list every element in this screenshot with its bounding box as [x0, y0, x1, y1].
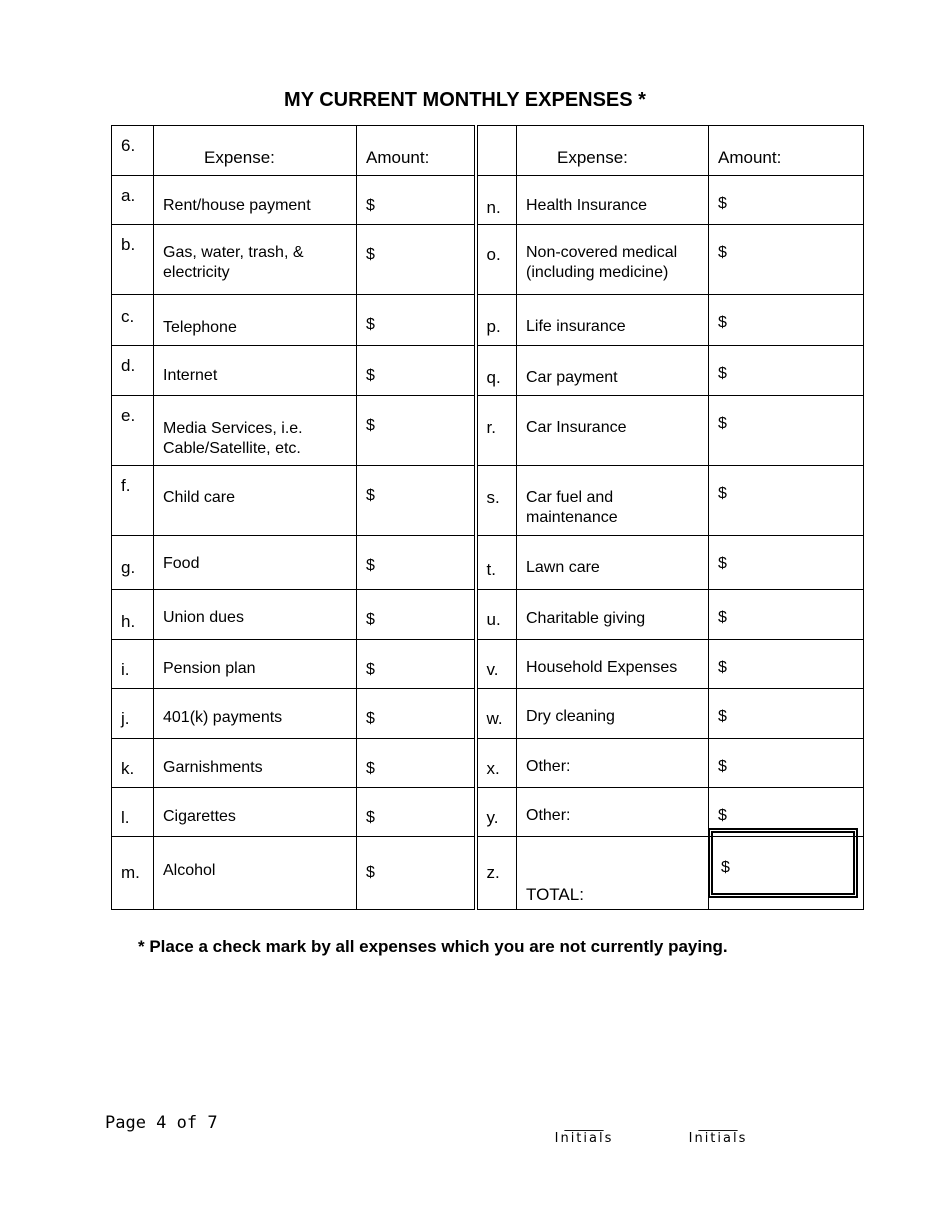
row-letter-cell	[112, 837, 154, 910]
row-letter-cell	[476, 739, 517, 788]
amount-field[interactable]	[357, 640, 476, 689]
amount-dollar: $	[718, 485, 727, 502]
row-letter: p.	[486, 317, 501, 336]
expense-label: TOTAL:	[526, 885, 584, 904]
expense-label: Gas, water, trash, & electricity	[163, 244, 304, 281]
row-letter: y.	[486, 808, 499, 827]
amount-dollar: $	[366, 487, 375, 504]
row-letter-cell	[112, 295, 154, 346]
expense-label-cell	[154, 788, 357, 837]
total-amount-field[interactable]	[708, 828, 858, 898]
expense-label: Lawn care	[526, 559, 600, 576]
amount-dollar: $	[366, 661, 375, 678]
row-letter: v.	[486, 660, 499, 679]
row-letter: m.	[121, 863, 140, 882]
row-letter: t.	[486, 560, 496, 579]
amount-field[interactable]	[709, 396, 864, 466]
expense-label-cell	[154, 396, 357, 466]
expense-label-cell	[154, 466, 357, 536]
table-row	[112, 739, 864, 788]
initials-line: ______	[564, 1117, 604, 1132]
expense-label-cell	[517, 295, 709, 346]
table-row	[112, 295, 864, 346]
expense-label: Rent/house payment	[163, 197, 311, 214]
page-number	[105, 1113, 218, 1133]
table-row	[112, 466, 864, 536]
amount-field[interactable]	[709, 466, 864, 536]
row-letter: x.	[486, 759, 500, 778]
row-letter-cell	[476, 689, 517, 739]
row-letter-cell	[112, 590, 154, 640]
expense-label-cell	[154, 689, 357, 739]
row-letter: f.	[121, 476, 131, 495]
amount-field[interactable]	[709, 739, 864, 788]
amount-field[interactable]	[709, 689, 864, 739]
row-letter: z.	[486, 863, 500, 882]
amount-dollar: $	[718, 609, 727, 626]
row-letter: h.	[121, 612, 136, 631]
expense-header-right	[517, 126, 709, 176]
amount-dollar: $	[366, 864, 375, 881]
amount-dollar: $	[366, 316, 375, 333]
amount-dollar: $	[718, 708, 727, 725]
expense-label: Other:	[526, 758, 571, 775]
row-letter-cell	[476, 466, 517, 536]
amount-dollar: $	[718, 807, 727, 824]
row-letter-cell	[112, 225, 154, 295]
row-letter-cell	[112, 536, 154, 590]
amount-header-right	[709, 126, 864, 176]
expense-header: Expense:	[204, 148, 275, 167]
expense-label: Car fuel and maintenance	[526, 489, 618, 526]
amount-field[interactable]	[357, 396, 476, 466]
amount-dollar: $	[718, 195, 727, 212]
expense-label-cell	[517, 176, 709, 225]
amount-header: Amount:	[366, 148, 430, 167]
amount-dollar: $	[366, 197, 375, 214]
amount-field[interactable]	[357, 689, 476, 739]
expense-label-cell	[517, 788, 709, 837]
row-letter: d.	[121, 356, 136, 375]
expense-label-cell	[154, 346, 357, 396]
table-row	[112, 225, 864, 295]
expense-label: Food	[163, 555, 200, 572]
expense-label-cell	[517, 689, 709, 739]
expense-label: Garnishments	[163, 759, 263, 776]
row-letter: q.	[486, 368, 501, 387]
expense-label: Cigarettes	[163, 808, 236, 825]
amount-field[interactable]	[709, 346, 864, 396]
table-row	[112, 640, 864, 689]
expense-label-cell	[154, 739, 357, 788]
expense-label-cell	[517, 346, 709, 396]
expense-label-cell	[154, 640, 357, 689]
amount-dollar: $	[366, 760, 375, 777]
expense-label: Car Insurance	[526, 419, 627, 436]
amount-field[interactable]	[709, 640, 864, 689]
expense-label-cell	[517, 396, 709, 466]
row-letter-cell	[476, 295, 517, 346]
expense-label: Telephone	[163, 319, 237, 336]
row-letter: s.	[486, 488, 500, 507]
amount-field[interactable]	[709, 295, 864, 346]
table-header-row	[112, 126, 864, 176]
expense-label-cell	[154, 590, 357, 640]
row-letter-cell	[112, 640, 154, 689]
initials-label: Initials	[554, 1131, 614, 1146]
row-letter: i.	[121, 660, 130, 679]
amount-field[interactable]	[709, 176, 864, 225]
row-letter: g.	[121, 558, 136, 577]
row-letter-cell	[112, 466, 154, 536]
amount-dollar: $	[366, 611, 375, 628]
row-letter: b.	[121, 235, 136, 254]
footnote: * Place a check mark by all expenses which you are not currently paying.	[138, 937, 728, 956]
expense-label: Life insurance	[526, 318, 626, 335]
amount-field[interactable]	[357, 295, 476, 346]
expense-label-cell	[517, 466, 709, 536]
row-letter-cell	[112, 689, 154, 739]
expense-label: Health Insurance	[526, 197, 647, 214]
total-amount-dollar: $	[721, 859, 730, 876]
row-letter-cell	[476, 640, 517, 689]
amount-dollar: $	[718, 314, 727, 331]
amount-field[interactable]	[357, 590, 476, 640]
row-letter-cell	[112, 396, 154, 466]
row-letter-cell	[476, 536, 517, 590]
amount-field[interactable]	[357, 788, 476, 837]
amount-field[interactable]	[357, 225, 476, 295]
expenses-table	[111, 125, 864, 910]
amount-dollar: $	[366, 809, 375, 826]
row-letter: n.	[486, 198, 501, 217]
amount-field[interactable]	[357, 346, 476, 396]
table-row	[112, 590, 864, 640]
amount-dollar: $	[366, 246, 375, 263]
row-letter-cell	[476, 346, 517, 396]
amount-dollar: $	[718, 415, 727, 432]
expense-label: Alcohol	[163, 862, 216, 879]
table-row	[112, 689, 864, 739]
amount-field[interactable]	[709, 536, 864, 590]
amount-field[interactable]	[709, 590, 864, 640]
expense-label-cell	[154, 837, 357, 910]
initials-label: Initials	[688, 1131, 748, 1146]
amount-dollar: $	[366, 557, 375, 574]
row-letter-cell	[112, 788, 154, 837]
row-letter: u.	[486, 610, 501, 629]
initials-field-2[interactable]	[678, 1119, 758, 1147]
row-letter: r.	[486, 418, 496, 437]
row-letter: o.	[486, 245, 501, 264]
amount-field[interactable]	[357, 536, 476, 590]
expense-label-cell	[517, 590, 709, 640]
page-number-text: Page 4 of 7	[105, 1113, 218, 1133]
table-row	[112, 176, 864, 225]
amount-dollar: $	[718, 555, 727, 572]
table-row	[112, 396, 864, 466]
amount-field[interactable]	[357, 837, 476, 910]
row-letter: l.	[121, 808, 130, 827]
row-letter: w.	[486, 709, 503, 728]
amount-header-left	[357, 126, 476, 176]
expense-label: Union dues	[163, 609, 244, 626]
expense-label: Dry cleaning	[526, 708, 615, 725]
expense-label: Pension plan	[163, 660, 256, 677]
amount-field[interactable]	[709, 225, 864, 295]
section-number: 6.	[121, 136, 136, 155]
row-letter: a.	[121, 186, 136, 205]
expense-label-cell	[154, 295, 357, 346]
expense-label-cell	[517, 739, 709, 788]
expense-label-cell	[154, 536, 357, 590]
expense-label: Child care	[163, 489, 236, 506]
row-letter-cell	[476, 176, 517, 225]
expense-label: Charitable giving	[526, 610, 646, 627]
expense-label: Other:	[526, 807, 571, 824]
row-letter: c.	[121, 307, 135, 326]
expense-label-cell	[517, 640, 709, 689]
row-letter-cell	[476, 788, 517, 837]
amount-dollar: $	[718, 365, 727, 382]
expense-label-cell	[517, 225, 709, 295]
expense-label: 401(k) payments	[163, 709, 283, 726]
row-letter-cell	[476, 590, 517, 640]
initials-line: ______	[698, 1117, 738, 1132]
expense-label-cell	[154, 176, 357, 225]
row-letter: e.	[121, 406, 136, 425]
row-letter: j.	[121, 709, 130, 728]
expense-label: Media Services, i.e. Cable/Satellite, etc.	[163, 420, 303, 457]
expense-label: Internet	[163, 367, 218, 384]
amount-field[interactable]	[357, 466, 476, 536]
expense-label-cell	[517, 837, 709, 910]
table-row	[112, 536, 864, 590]
page-title: MY CURRENT MONTHLY EXPENSES *	[284, 89, 646, 111]
amount-dollar: $	[366, 367, 375, 384]
expense-label-cell	[517, 536, 709, 590]
initials-field-1[interactable]	[544, 1119, 624, 1147]
row-letter-cell	[476, 225, 517, 295]
row-letter: k.	[121, 759, 135, 778]
section-number-cell	[112, 126, 154, 176]
expense-label-cell	[154, 225, 357, 295]
row-letter-cell	[112, 739, 154, 788]
amount-header: Amount:	[718, 148, 782, 167]
expense-header-left	[154, 126, 357, 176]
amount-dollar: $	[718, 244, 727, 261]
amount-field[interactable]	[357, 176, 476, 225]
amount-field[interactable]	[357, 739, 476, 788]
amount-dollar: $	[366, 710, 375, 727]
amount-dollar: $	[718, 758, 727, 775]
expense-header: Expense:	[557, 148, 628, 167]
expense-label: Household Expenses	[526, 659, 678, 676]
expense-label: Non-covered medical (including medicine)	[526, 244, 678, 281]
row-letter-cell	[112, 176, 154, 225]
table-row	[112, 346, 864, 396]
amount-dollar: $	[366, 417, 375, 434]
expense-label: Car payment	[526, 369, 618, 386]
row-letter-cell	[476, 837, 517, 910]
amount-dollar: $	[718, 659, 727, 676]
row-letter-cell	[476, 396, 517, 466]
blank-header-cell	[476, 126, 517, 176]
row-letter-cell	[112, 346, 154, 396]
